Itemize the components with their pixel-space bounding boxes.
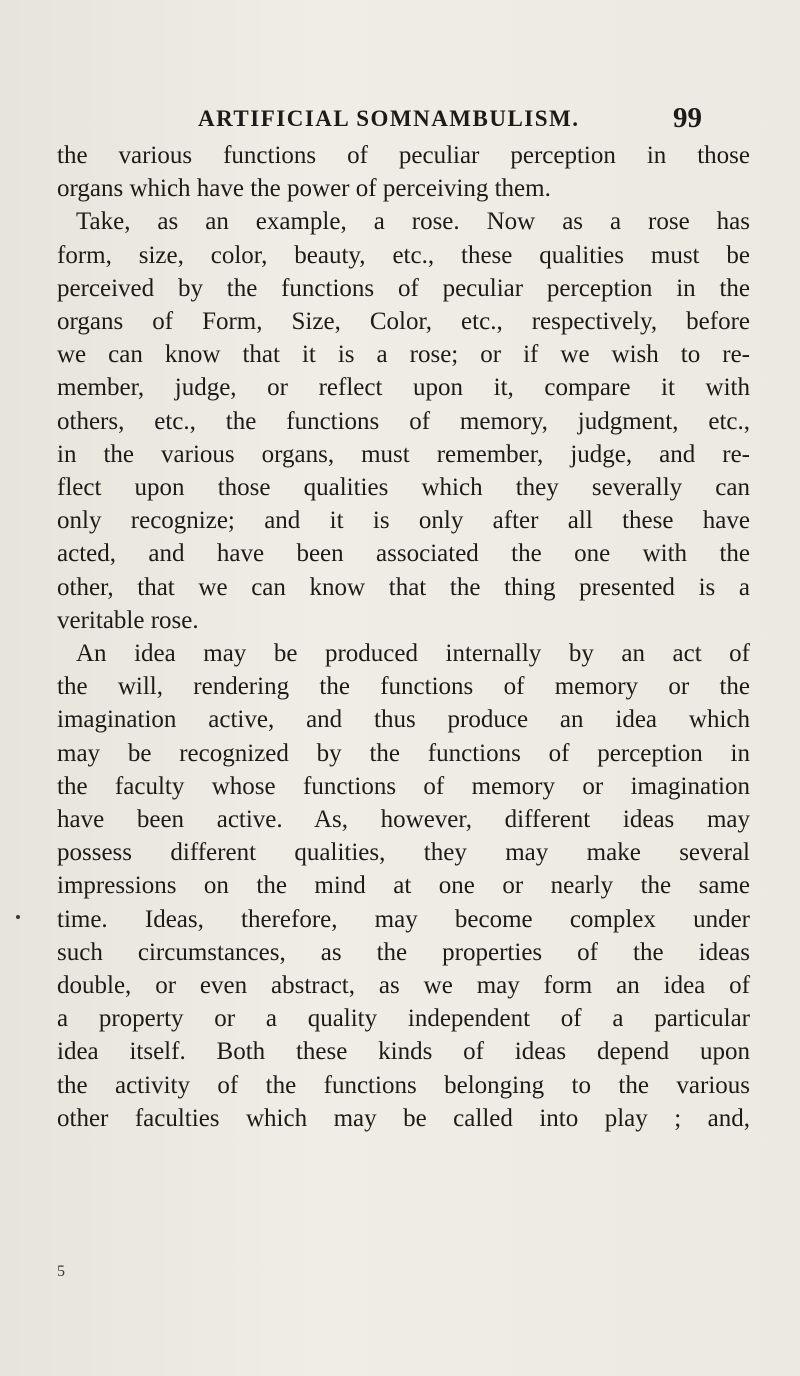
text-line: the various functions of peculiar perception in those <box>57 142 750 169</box>
text-line: a property or a quality independent of a particular <box>57 1005 750 1033</box>
text-line: we can know that it is a rose; or if we wish to re- <box>57 341 750 369</box>
text-line: perceived by the functions of peculiar perception in the <box>57 274 750 302</box>
text-line: in the various organs, must remember, judge, and re- <box>57 440 750 468</box>
text-line: others, etc., the functions of memory, judgment, etc., <box>57 407 750 435</box>
text-line: form, size, color, beauty, etc., these qualities must be <box>57 241 750 269</box>
body-text <box>57 139 750 1135</box>
text-line: veritable rose. <box>57 606 199 634</box>
running-title: ARTIFICIAL SOMNAMBULISM. <box>198 106 580 131</box>
text-line: such circumstances, as the properties of the ideas <box>57 938 750 966</box>
text-line: time. Ideas, therefore, may become complex under <box>57 905 750 933</box>
text-line: flect upon those qualities which they severally can <box>57 474 750 502</box>
text-line: other, that we can know that the thing presented is a <box>57 573 750 601</box>
text-line: the activity of the functions belonging to the various <box>57 1071 750 1099</box>
text-line: acted, and have been associated the one with the <box>57 540 750 568</box>
text-line: imagination active, and thus produce an idea which <box>57 706 750 734</box>
text-line: organs of Form, Size, Color, etc., respectively, before <box>57 308 750 336</box>
text-line: have been active. As, however, different ideas may <box>57 806 750 834</box>
text-line: An idea may be produced internally by an act of <box>76 640 750 668</box>
margin-speck <box>16 915 20 919</box>
text-line: double, or even abstract, as we may form an idea of <box>57 972 750 1000</box>
text-line: may be recognized by the functions of perception in <box>57 739 750 767</box>
text-line: impressions on the mind at one or nearly the same <box>57 872 750 900</box>
text-line: Take, as an example, a rose. Now as a rose has <box>76 208 750 236</box>
text-line: member, judge, or reflect upon it, compare it with <box>57 374 750 402</box>
text-line: other faculties which may be called into play ; and, <box>57 1104 750 1132</box>
page-number: 99 <box>673 102 702 134</box>
text-line: the will, rendering the functions of memory or the <box>57 673 750 701</box>
signature-mark: 5 <box>57 1263 65 1280</box>
text-line: only recognize; and it is only after all these have <box>57 507 750 535</box>
text-line: the faculty whose functions of memory or imagination <box>57 772 750 800</box>
text-line: organs which have the power of perceiving them. <box>57 175 551 203</box>
text-line: idea itself. Both these kinds of ideas depend upon <box>57 1038 750 1066</box>
text-line: possess different qualities, they may make several <box>57 839 750 867</box>
